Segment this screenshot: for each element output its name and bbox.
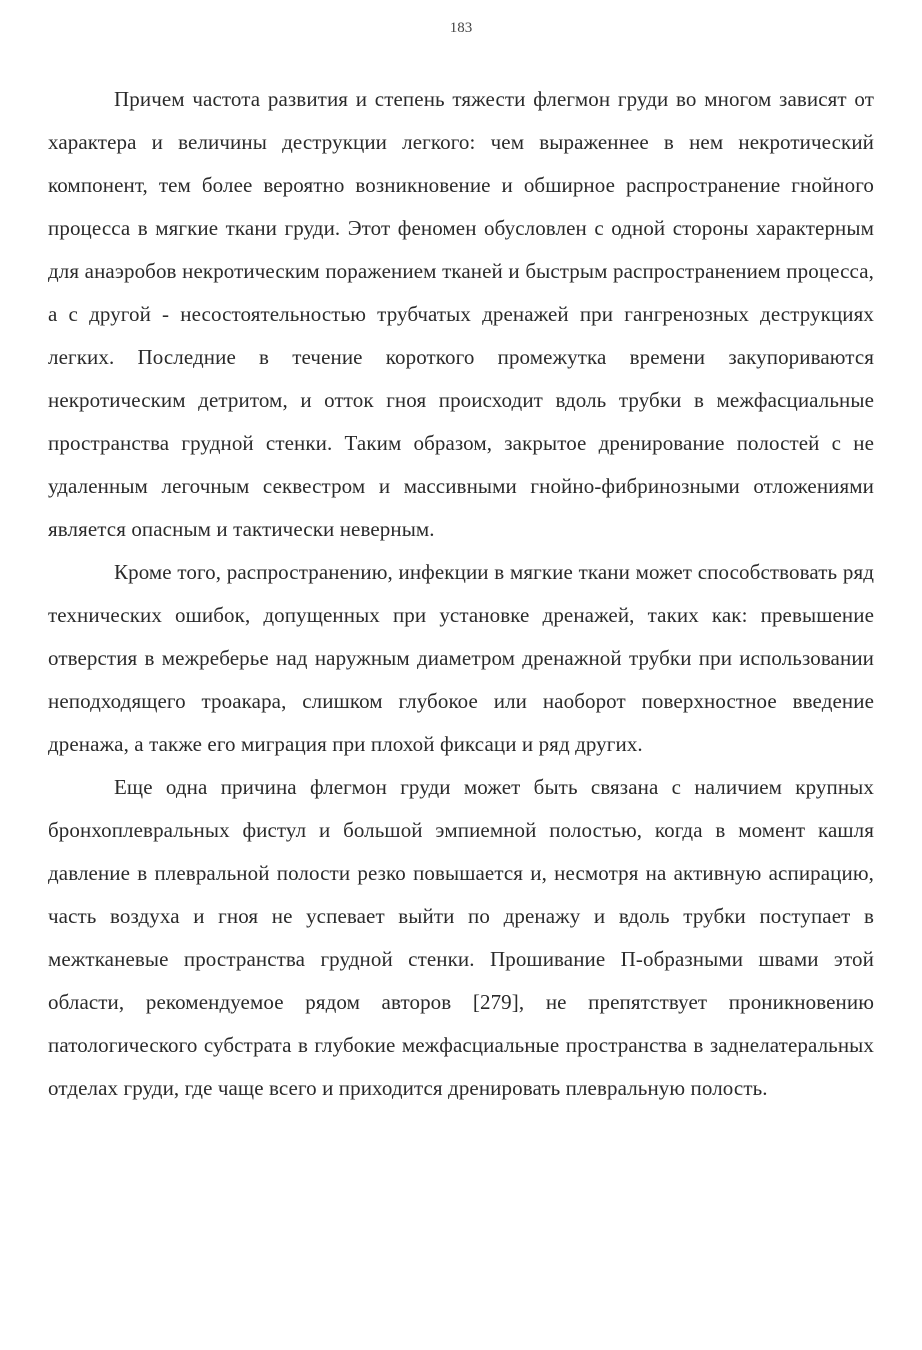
- paragraph-1: Причем частота развития и степень тяжести флегмон груди во многом зависят от характера и величины деструкции легкого: чем выраженнее в нем некротический компонент, тем более вероятно возникновение и обширное распространение гнойного процесса в мягкие ткани груди. Этот феномен обусловлен с одной стороны характерным для анаэробов некротическим поражением тканей и быстрым распространением процесса, а с другой - несостоятельностью трубчатых дренажей при гангренозных деструкциях легких. Последние в течение короткого промежутка времени закупориваются некротическим детритом, и отток гноя происходит вдоль трубки в межфасциальные пространства грудной стенки. Таким образом, закрытое дренирование полостей с не удаленным легочным секвестром и массивными гнойно-фибринозными отложениями является опасным и тактически неверным.: [48, 87, 874, 541]
- body-text: [48, 78, 874, 1110]
- paragraph-2: Кроме того, распространению, инфекции в мягкие ткани может способствовать ряд технических ошибок, допущенных при установке дренажей, таких как: превышение отверстия в межреберье над наружным диаметром дренажной трубки при использовании неподходящего троакара, слишком глубокое или наоборот поверхностное введение дренажа, а также его миграция при плохой фиксаци и ряд других.: [48, 560, 874, 756]
- paragraph-3: Еще одна причина флегмон груди может быть связана с наличием крупных бронхоплевральных фистул и большой эмпиемной полостью, когда в момент кашля давление в плевральной полости резко повышается и, несмотря на активную аспирацию, часть воздуха и гноя не успевает выйти по дренажу и вдоль трубки поступает в межтканевые пространства грудной стенки. Прошивание П-образными швами этой области, рекомендуемое рядом авторов [279], не препятствует проникновению патологического субстрата в глубокие межфасциальные пространства в заднелатеральных отделах груди, где чаще всего и приходится дренировать плевральную полость.: [48, 775, 874, 1100]
- page-number: 183: [449, 20, 473, 36]
